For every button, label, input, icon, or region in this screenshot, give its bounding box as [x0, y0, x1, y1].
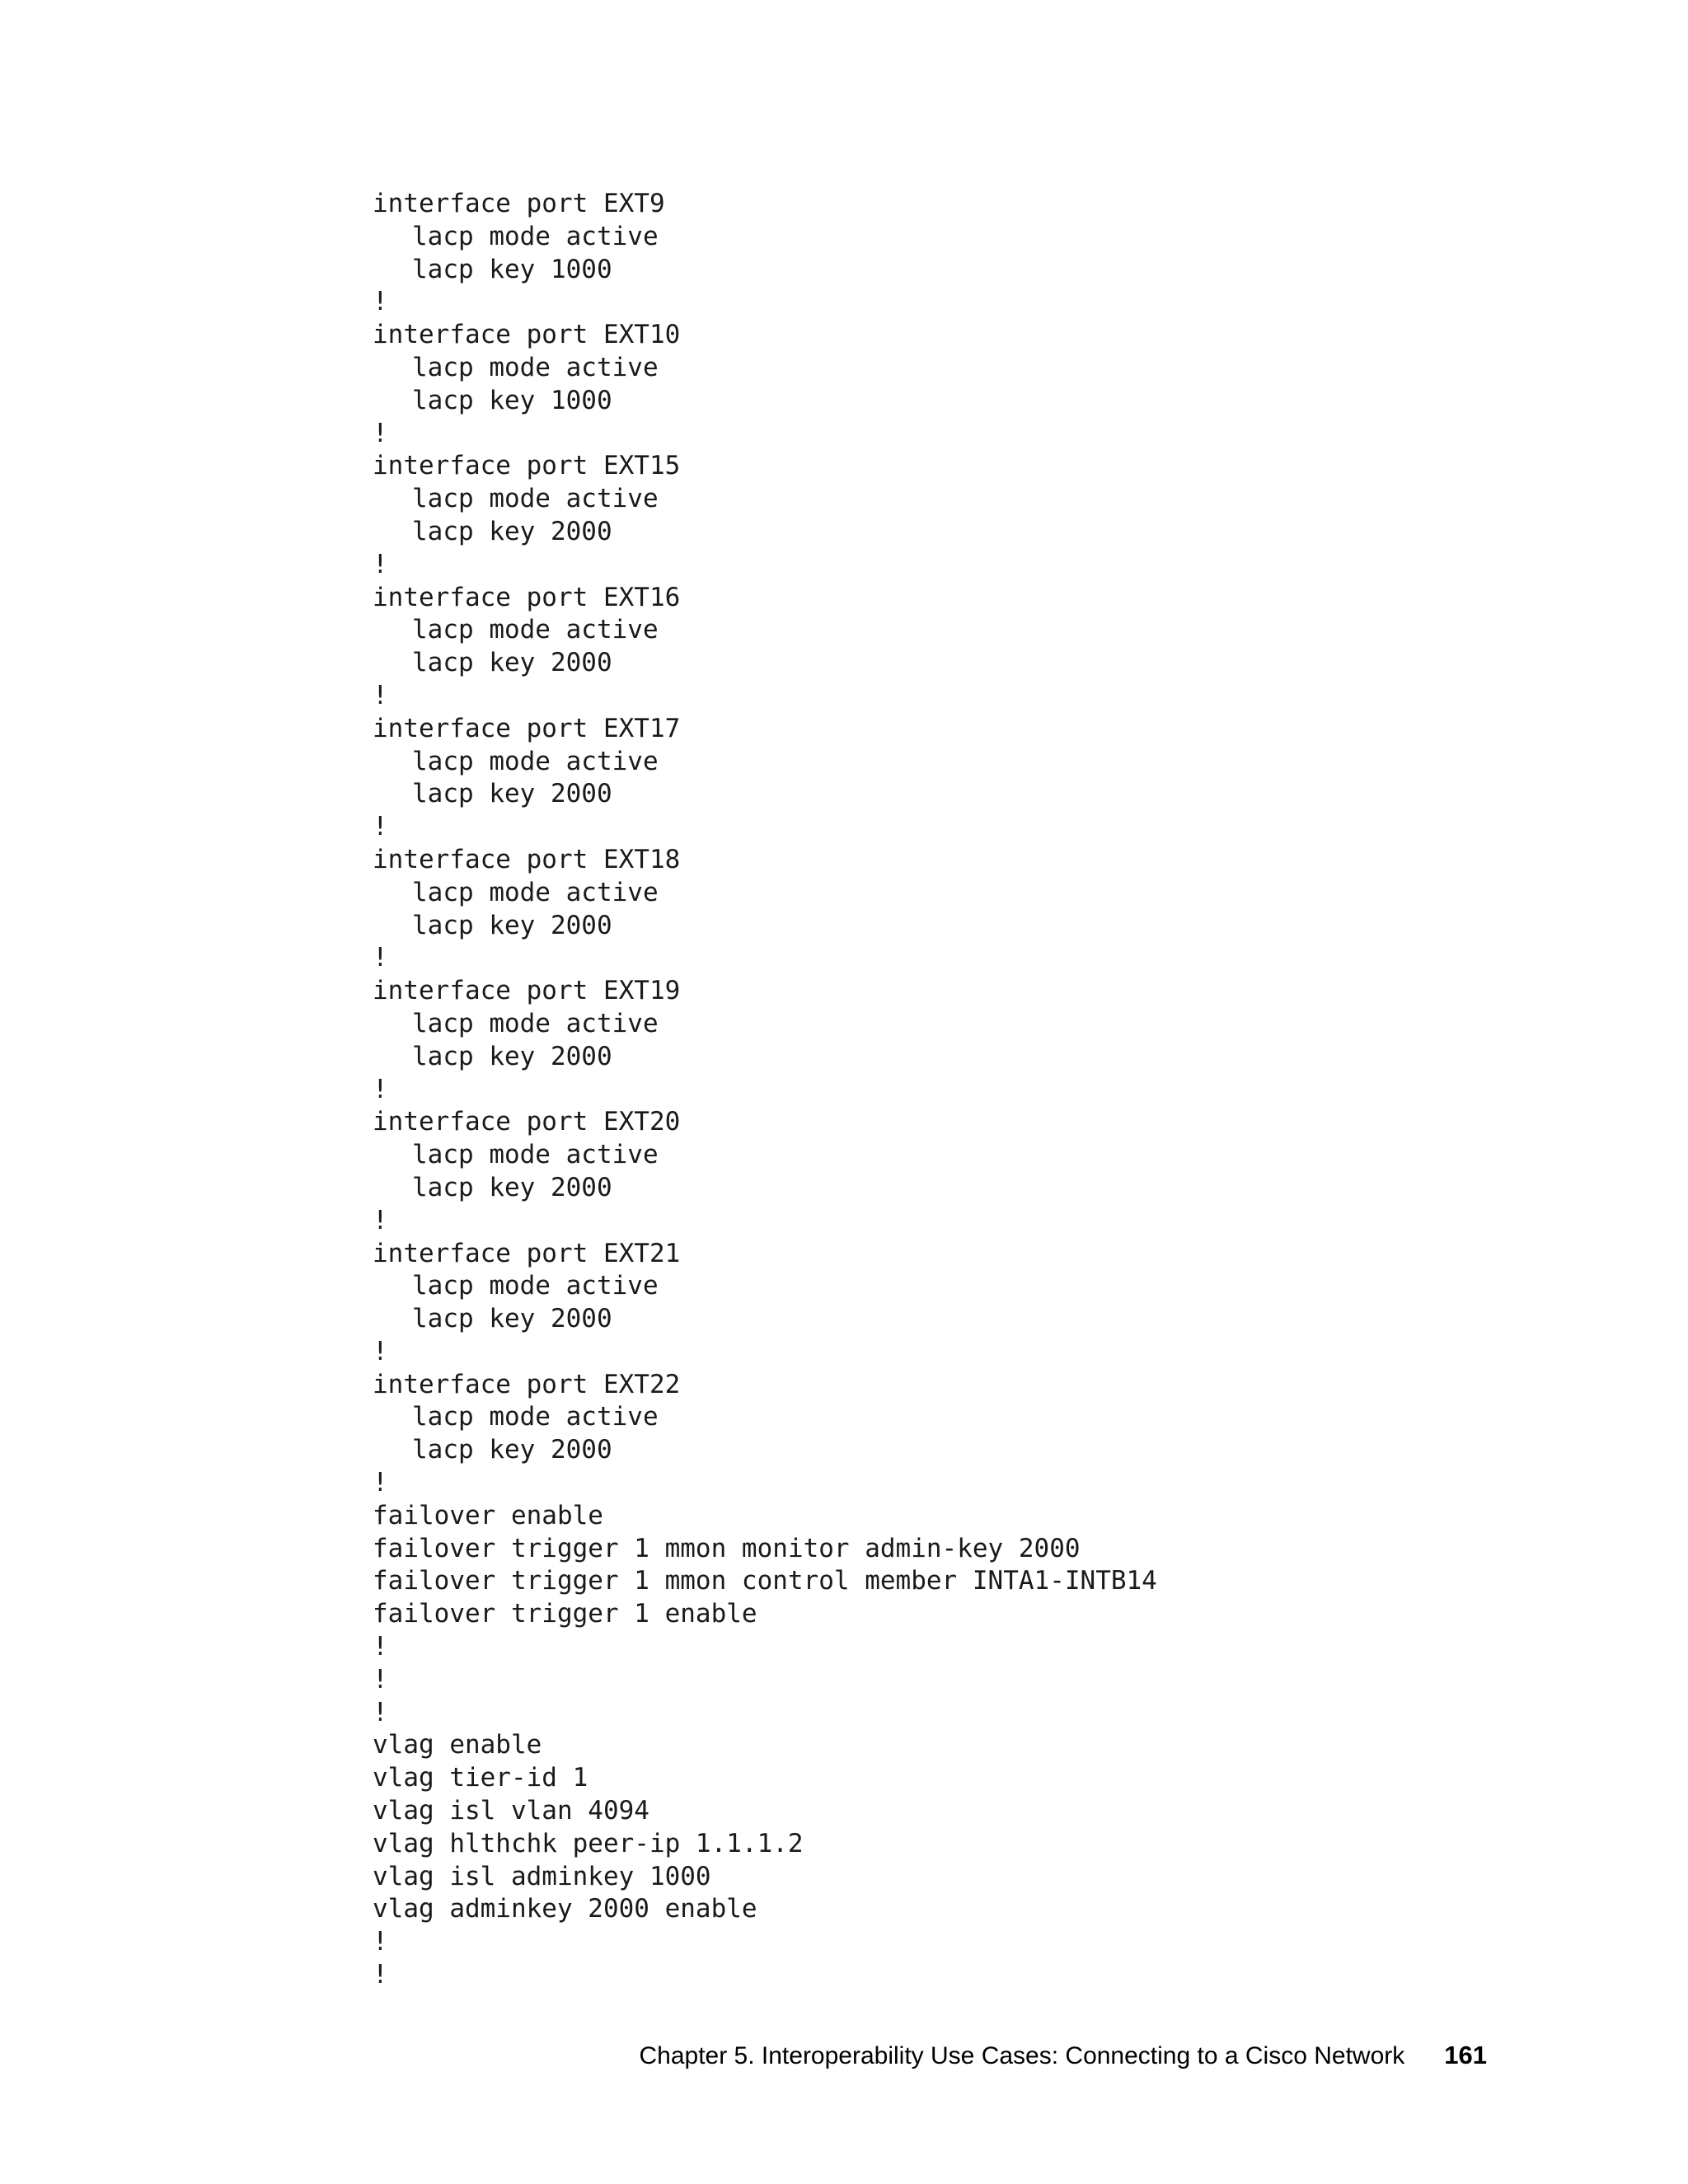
- code-line: !: [373, 943, 388, 973]
- code-line: lacp key 2000: [412, 779, 612, 809]
- page-footer: [639, 2041, 1487, 2070]
- code-line: vlag isl adminkey 1000: [373, 1861, 711, 1891]
- code-line: vlag tier-id 1: [373, 1763, 588, 1793]
- code-line: !: [373, 1074, 388, 1104]
- code-line: interface port EXT20: [373, 1107, 681, 1137]
- code-line: !: [373, 1664, 388, 1694]
- code-line: failover enable: [373, 1500, 603, 1530]
- code-line: !: [373, 1336, 388, 1366]
- code-line: lacp mode active: [412, 1008, 659, 1038]
- code-line: vlag isl vlan 4094: [373, 1796, 649, 1826]
- code-line: interface port EXT17: [373, 713, 681, 743]
- code-line: !: [373, 680, 388, 710]
- code-line: interface port EXT21: [373, 1238, 681, 1268]
- code-line: lacp mode active: [412, 746, 659, 776]
- code-line: failover trigger 1 mmon monitor admin-key 2000: [373, 1533, 1081, 1563]
- code-line: interface port EXT22: [373, 1369, 681, 1399]
- config-code-listing: [373, 188, 1157, 1992]
- code-line: lacp key 1000: [412, 385, 612, 415]
- code-line: lacp mode active: [412, 1271, 659, 1301]
- code-line: lacp mode active: [412, 1140, 659, 1170]
- footer-chapter-title: Chapter 5. Interoperability Use Cases: Connecting to a Cisco Network: [639, 2042, 1405, 2069]
- code-line: lacp key 2000: [412, 1435, 612, 1465]
- code-line: interface port EXT15: [373, 451, 681, 481]
- code-line: lacp key 2000: [412, 516, 612, 546]
- code-line: !: [373, 1468, 388, 1498]
- code-line: vlag enable: [373, 1730, 542, 1760]
- code-line: lacp key 2000: [412, 1172, 612, 1202]
- code-line: vlag hlthchk peer-ip 1.1.1.2: [373, 1828, 804, 1858]
- code-line: lacp key 2000: [412, 1041, 612, 1071]
- code-line: interface port EXT18: [373, 844, 681, 874]
- code-line: !: [373, 1960, 388, 1990]
- code-line: lacp key 2000: [412, 1304, 612, 1334]
- code-line: interface port EXT9: [373, 189, 665, 218]
- code-line: failover trigger 1 enable: [373, 1599, 757, 1629]
- code-line: lacp mode active: [412, 484, 659, 514]
- code-line: interface port EXT19: [373, 976, 681, 1006]
- code-line: failover trigger 1 mmon control member INTA1-INTB14: [373, 1566, 1157, 1596]
- code-line: lacp mode active: [412, 1402, 659, 1432]
- code-line: vlag adminkey 2000 enable: [373, 1894, 757, 1924]
- code-line: !: [373, 1205, 388, 1235]
- code-line: !: [373, 549, 388, 579]
- code-line: lacp mode active: [412, 877, 659, 907]
- code-line: lacp key 2000: [412, 910, 612, 940]
- code-line: lacp key 2000: [412, 648, 612, 678]
- code-line: lacp mode active: [412, 352, 659, 382]
- code-line: interface port EXT10: [373, 320, 681, 350]
- footer-page-number: 161: [1444, 2041, 1487, 2069]
- code-line: !: [373, 287, 388, 317]
- code-line: interface port EXT16: [373, 582, 681, 612]
- code-line: lacp mode active: [412, 615, 659, 645]
- code-line: !: [373, 1697, 388, 1727]
- code-line: !: [373, 1632, 388, 1662]
- code-line: !: [373, 418, 388, 448]
- code-line: !: [373, 1927, 388, 1957]
- code-line: !: [373, 812, 388, 842]
- code-line: lacp key 1000: [412, 254, 612, 284]
- code-line: lacp mode active: [412, 221, 659, 251]
